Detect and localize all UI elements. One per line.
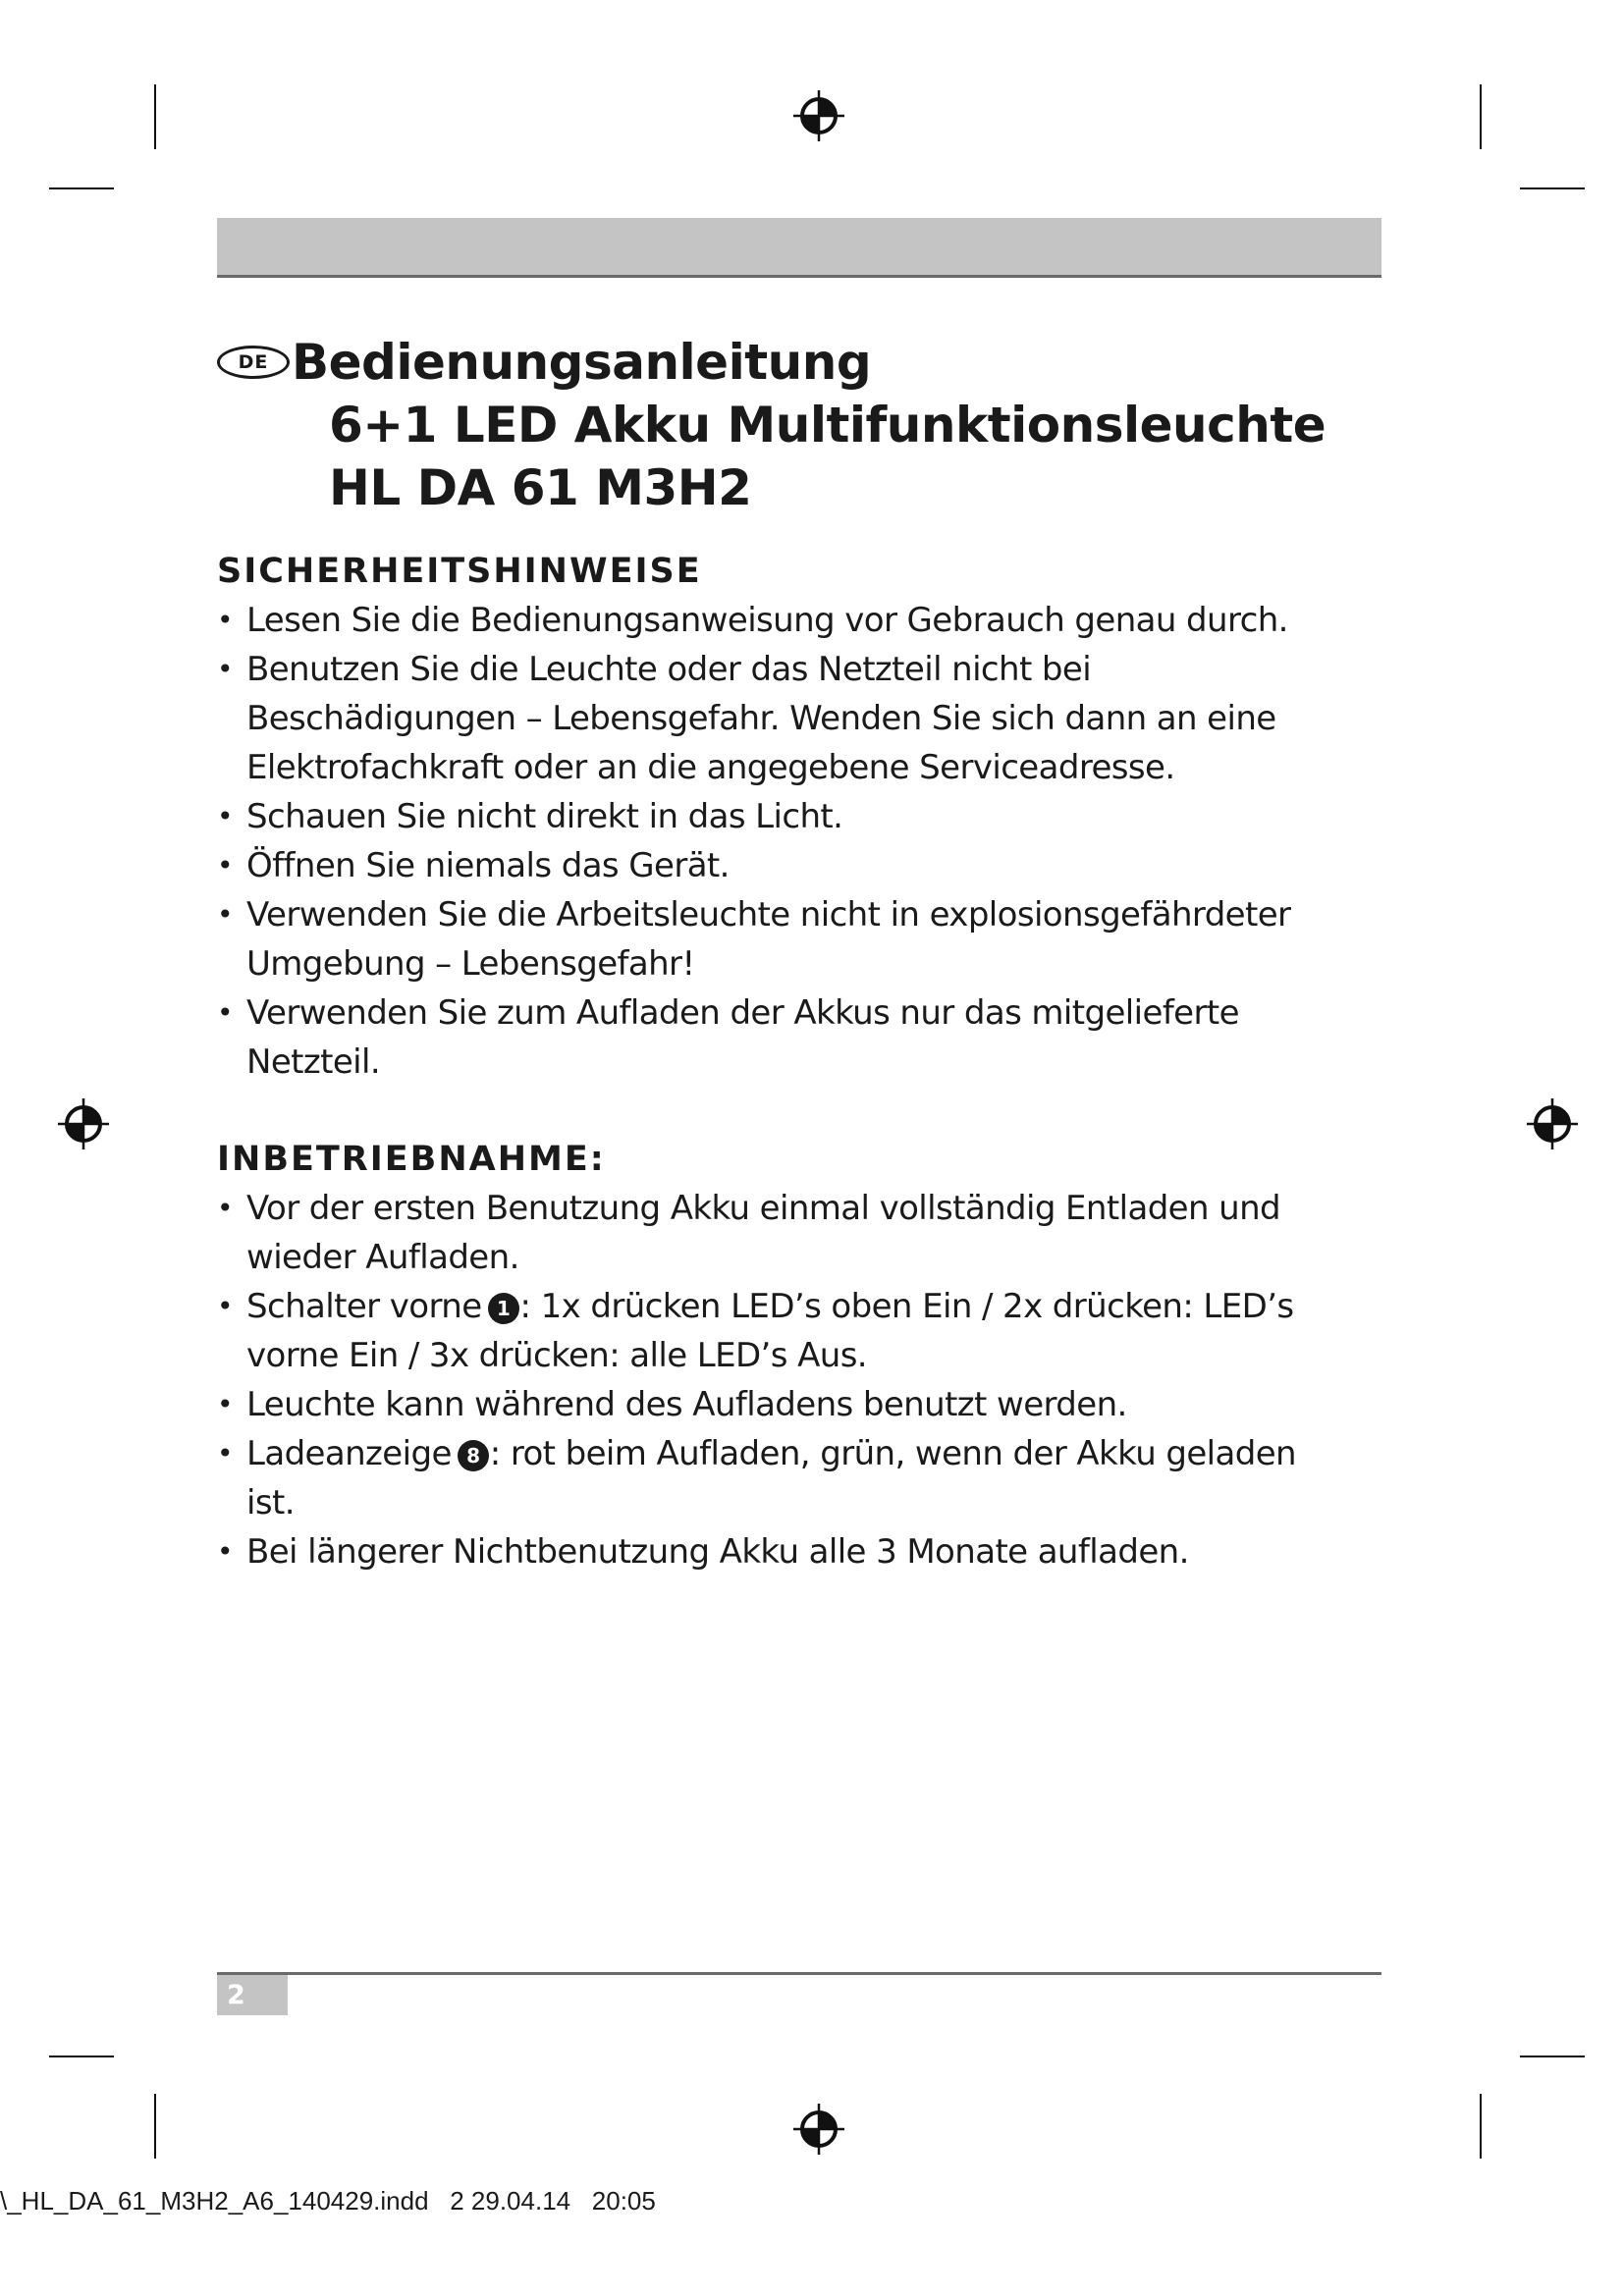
list-item-text: vorne Ein / 3x drücken: alle LED’s Aus. [246, 1336, 868, 1375]
numbered-circle-icon: 8 [458, 1440, 489, 1471]
title-row [217, 331, 1385, 394]
commissioning-list [217, 1184, 1395, 1576]
crop-mark-bottom-right-vertical [1480, 2094, 1482, 2159]
language-badge: DE [217, 346, 290, 379]
footer-rule [217, 1972, 1381, 1975]
list-item-text: Ladeanzeige [246, 1434, 452, 1473]
list-item-text: Verwenden Sie die Arbeitsleuchte nicht in explosionsgefährdeter [246, 895, 1291, 934]
list-item-text: Benutzen Sie die Leuchte oder das Netzteil nicht bei [246, 650, 1092, 689]
list-item-text: Öffnen Sie niemals das Gerät. [246, 846, 730, 885]
document-title: Bedienungsanleitung [292, 334, 872, 391]
list-item-text: Netzteil. [246, 1042, 381, 1082]
list-item-text: : 1x drücken LED’s oben Ein / 2x drücken: LED’s [519, 1287, 1294, 1326]
section-commissioning [217, 1135, 1395, 1576]
header-band [217, 218, 1381, 278]
registration-crosshair-icon [1525, 1096, 1580, 1151]
list-item-text: Beschädigungen – Lebensgefahr. Wenden Sie sich dann an eine [246, 699, 1276, 738]
list-item [217, 1184, 1395, 1282]
print-slug: \_HL_DA_61_M3H2_A6_140429.indd 2 29.04.14 20:05 [0, 2186, 656, 2216]
crop-mark-top-right-vertical [1480, 84, 1482, 149]
list-item-text: Umgebung – Lebensgefahr! [246, 944, 695, 984]
product-name: 6+1 LED Akku Multifunktionsleuchte [329, 397, 1326, 454]
section-safety [217, 547, 1395, 1087]
list-item [217, 890, 1395, 988]
safety-list [217, 596, 1395, 1087]
list-item [217, 1380, 1395, 1429]
registration-crosshair-icon [791, 2102, 846, 2157]
list-item-text: Lesen Sie die Bedienungsanweisung vor Gebrauch genau durch. [246, 601, 1288, 640]
section-heading: INBETRIEBNAHME: [217, 1140, 606, 1179]
list-item-text: wieder Aufladen. [246, 1238, 519, 1277]
list-item [217, 841, 1395, 890]
list-item-text: Elektrofachkraft oder an die angegebene Serviceadresse. [246, 748, 1175, 787]
crop-mark-bottom-right-horizontal [1520, 2056, 1585, 2057]
list-item-text: Vor der ersten Benutzung Akku einmal vollständig Entladen und [246, 1189, 1281, 1228]
crop-mark-top-left-horizontal [49, 187, 114, 189]
list-item-text: Schalter vorne [246, 1287, 482, 1326]
list-item [217, 596, 1395, 645]
list-item [217, 792, 1395, 841]
title-block [217, 331, 1385, 519]
list-item [217, 1282, 1395, 1380]
page-number: 2 [217, 1975, 288, 2015]
section-heading: SICHERHEITSHINWEISE [217, 552, 702, 591]
list-item-text: : rot beim Aufladen, grün, wenn der Akku geladen [489, 1434, 1296, 1473]
crop-mark-bottom-left-vertical [154, 2094, 156, 2159]
list-item-text: ist. [246, 1483, 295, 1522]
list-item-text: Leuchte kann während des Aufladens benutzt werden. [246, 1385, 1127, 1424]
numbered-circle-icon: 1 [488, 1293, 519, 1324]
crop-mark-top-right-horizontal [1520, 187, 1585, 189]
model-number: HL DA 61 M3H2 [329, 459, 752, 516]
list-item [217, 1527, 1395, 1576]
crop-mark-bottom-left-horizontal [49, 2056, 114, 2057]
list-item-text: Bei längerer Nichtbenutzung Akku alle 3 Monate aufladen. [246, 1532, 1189, 1572]
registration-crosshair-icon [56, 1096, 111, 1151]
list-item [217, 1429, 1395, 1527]
list-item-text: Schauen Sie nicht direkt in das Licht. [246, 797, 843, 836]
list-item [217, 645, 1395, 792]
registration-crosshair-icon [791, 88, 846, 143]
list-item [217, 988, 1395, 1087]
crop-mark-top-left-vertical [154, 84, 156, 149]
list-item-text: Verwenden Sie zum Aufladen der Akkus nur das mitgelieferte [246, 993, 1239, 1033]
